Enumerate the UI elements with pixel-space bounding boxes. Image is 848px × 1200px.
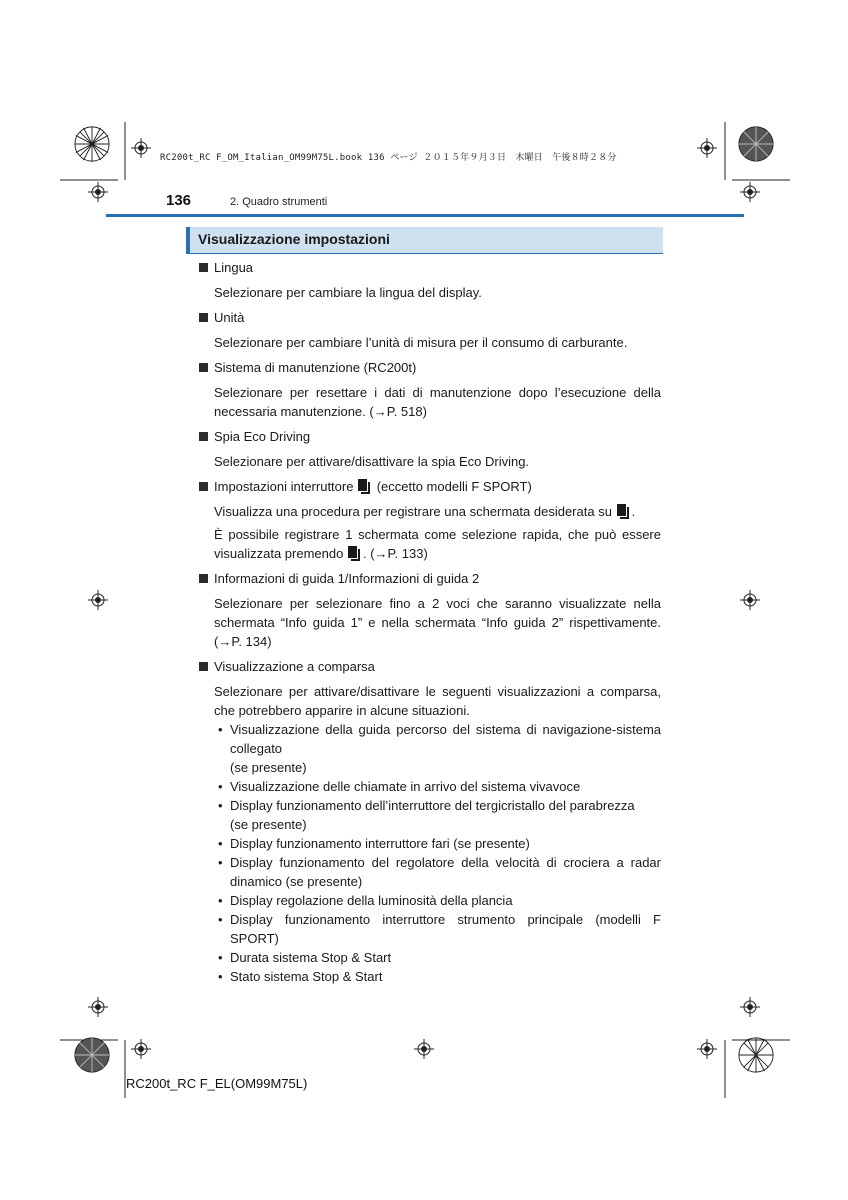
section-banner [186, 227, 663, 254]
crosshair-icon [697, 1039, 717, 1059]
content [199, 258, 661, 986]
footer-model-code: RC200t_RC F_EL(OM99M75L) [126, 1076, 308, 1091]
crosshair-icon [88, 182, 108, 202]
square-bullet-icon [199, 574, 208, 583]
section-accent-bar [186, 227, 190, 253]
header-rule [106, 214, 744, 217]
item-heading-lingua: Lingua [199, 258, 661, 277]
list-item: • Display regolazione della luminosità della plancia [218, 893, 513, 908]
item-desc-manutenzione: Selezionare per resettare i dati di manutenzione dopo l’esecuzione della necessaria manutenzione. (→P. 518) [214, 385, 661, 419]
square-bullet-icon [199, 313, 208, 322]
crosshair-icon [131, 1039, 151, 1059]
item-heading-unita: Unità [199, 308, 661, 327]
crosshair-icon [88, 997, 108, 1017]
print-header: RC200t_RC F_OM_Italian_OM99M75L.book 136 ページ ２０１５年９月３日 木曜日 午後８時２８分 [160, 153, 617, 163]
screen-switch-icon [348, 546, 362, 561]
registration-wheel-icon [737, 125, 775, 163]
crosshair-icon [697, 138, 717, 158]
item-desc-interruttore-1: Visualizza una procedura per registrare una schermata desiderata su . [214, 504, 636, 519]
square-bullet-icon [199, 432, 208, 441]
item-heading-guida: Informazioni di guida 1/Informazioni di guida 2 [199, 569, 661, 588]
item-desc-lingua: Selezionare per cambiare la lingua del display. [214, 285, 482, 300]
item-desc-interruttore-2: È possibile registrare 1 schermata come selezione rapida, che può essere visualizzata premendo . (→P. 133) [214, 527, 661, 561]
registration-wheel-icon [737, 1036, 775, 1074]
item-heading-interruttore: Impostazioni interruttore (eccetto modelli F SPORT) [199, 477, 661, 496]
screen-switch-icon [358, 479, 372, 494]
crosshair-icon [131, 138, 151, 158]
section-title: Visualizzazione impostazioni [198, 231, 390, 247]
item-desc-eco: Selezionare per attivare/disattivare la spia Eco Driving. [214, 454, 530, 469]
square-bullet-icon [199, 263, 208, 272]
popup-list [214, 720, 661, 986]
crosshair-icon [740, 182, 760, 202]
square-bullet-icon [199, 482, 208, 491]
square-bullet-icon [199, 662, 208, 671]
item-desc-comparsa: Selezionare per attivare/disattivare le seguenti visualizzazioni a comparsa, che potrebbero apparire in alcune situazioni. [214, 684, 661, 718]
item-desc-guida: Selezionare per selezionare fino a 2 voci che saranno visualizzate nella schermata “Info guida 1” e nella schermata “Info guida 2” rispettivamente. (→P. 134) [214, 596, 661, 649]
list-item: • Display funzionamento del regolatore della velocità di crociera a radar dinamico (se presente) [218, 855, 661, 889]
item-heading-comparsa: Visualizzazione a comparsa [199, 657, 661, 676]
crosshair-icon [740, 997, 760, 1017]
square-bullet-icon [199, 363, 208, 372]
item-desc-unita: Selezionare per cambiare l’unità di misura per il consumo di carburante. [214, 335, 628, 350]
list-item: • Visualizzazione della guida percorso del sistema di navigazione-sistema collegato (se presente) [218, 722, 661, 775]
screen-switch-icon [617, 504, 631, 519]
item-heading-manutenzione: Sistema di manutenzione (RC200t) [199, 358, 661, 377]
list-item: • Display funzionamento dell’interruttore del tergicristallo del parabrezza (se presente) [218, 798, 635, 832]
registration-wheel-icon [73, 1036, 111, 1074]
list-item: • Durata sistema Stop & Start [218, 950, 392, 965]
list-item: • Display funzionamento interruttore fari (se presente) [218, 836, 530, 851]
list-item: • Display funzionamento interruttore strumento principale (modelli F SPORT) [218, 912, 661, 946]
item-heading-eco: Spia Eco Driving [199, 427, 661, 446]
list-item: • Visualizzazione delle chiamate in arrivo del sistema vivavoce [218, 779, 581, 794]
chapter-title: 2. Quadro strumenti [230, 196, 328, 208]
page-number: 136 [166, 192, 192, 209]
crosshair-icon [88, 590, 108, 610]
crosshair-icon [740, 590, 760, 610]
list-item: • Stato sistema Stop & Start [218, 969, 383, 984]
crosshair-icon [414, 1039, 434, 1059]
registration-wheel-icon [73, 125, 111, 163]
